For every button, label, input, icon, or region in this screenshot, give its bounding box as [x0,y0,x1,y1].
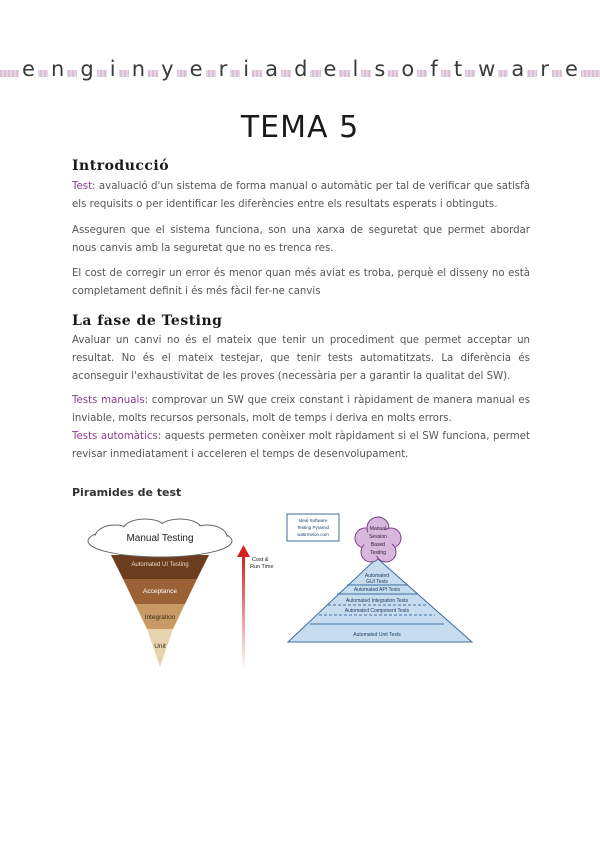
cloud-line-1: Manual [369,526,387,532]
testing-paragraph-2 [72,392,530,464]
cloud-line-3: Based [370,542,386,548]
test-term: Test: [72,181,96,192]
header-letter: r [216,56,231,82]
header-letter: r [537,56,552,82]
intro-p1-text: avaluació d'un sistema de forma manual o automàtic per tal de verificar que satisfà els requisits o per identificar les diferències entre els resultats esperats i obtinguts. [72,181,530,210]
header-letter: a [262,56,281,82]
header-letter: e [187,56,206,82]
header-letter: e [562,56,581,82]
header-letter: i [240,56,252,82]
header-letter: w [475,56,498,82]
cloud-line-2: Session [369,534,387,540]
header-letter: l [350,56,362,82]
layer-label-unit: Unit [154,643,166,650]
layer-label-integration: Integration [144,614,176,621]
auto-tests-term: Tests automàtics [72,431,158,442]
intro-paragraph-3: El cost de corregir un error és menor quan més aviat es troba, perquè el disseny no està completament definit i és més fàcil fer-ne canvis [72,268,530,297]
info-line-3: watirmelon.com [297,532,329,537]
intro-paragraph-2: Asseguren que el sistema funciona, son una xarxa de seguretat que permet abordar nous canvis amb la seguretat que no es trenca res. [72,225,530,254]
layer-label-integration: Automated Integration Tests [345,598,409,604]
layer-label-acceptance: Acceptance [143,588,177,595]
manual-tests-text: comprovar un SW que creix constant i ràpidament de manera manual es inviable, molts recursos personals, molt de temps i deriva en molts errors. [72,395,531,424]
header-letter: e [321,56,340,82]
header-band [0,57,600,84]
auto-tests-text: : aquests permeten conèixer molt ràpidament si el SW funciona, permet revisar inmediatament i acceleren el temps de desenvolupament. [72,431,530,460]
header-letter: g [77,56,96,82]
header-letter: s [371,56,388,82]
arrow-label-runtime: Run Time [250,564,274,570]
layer-label-component: Automated Component Tests [344,608,410,614]
testing-heading: La fase de Testing [72,313,223,329]
header-letter: i [107,56,119,82]
pyramids-heading: Piramides de test [72,486,182,499]
header-letter: y [158,56,176,82]
header-letter: f [427,56,440,82]
testing-paragraph-1: Avaluar un canvi no és el mateix que tenir un procediment que permet acceptar un resultat. No és el mateix testejar, que tenir tests automatitzats. La diferència és aconseguir l'exhaustivitat de les proves (necessària per a garantir la qualitat del SW). [72,335,530,382]
info-line-1: Ideal Software [298,518,328,523]
ideal-test-pyramid [285,512,475,647]
layer-label-gui-1: Automated [364,573,390,579]
header-letter: n [129,56,148,82]
arrow-label-cost: Cost & [252,557,269,563]
header-letter: n [48,56,67,82]
header-letter: o [398,56,417,82]
header-letter: t [451,56,465,82]
layer-label-unit: Automated Unit Tests [353,632,401,638]
pyramid-info-box [287,514,339,541]
cloud-line-4: Testing [370,550,386,556]
manual-tests-term: Tests manuals: [72,395,149,406]
layer-label-gui-2: GUI Tests [366,579,388,585]
layer-label-automated-ui: Automated UI Testing [131,562,189,568]
cost-arrow-head [237,545,250,557]
inverted-test-pyramid [85,515,285,675]
cost-arrow-shaft [242,555,245,670]
page-title: TEMA 5 [240,110,360,145]
header-letter: e [19,56,38,82]
layer-label-api: Automated API Tests [353,587,401,593]
header-letter: a [508,56,527,82]
header-title [0,56,600,82]
header-letter: d [291,56,310,82]
intro-paragraph-1 [72,178,530,214]
info-line-2: Testing Pyramid [296,525,330,530]
cloud-label: Manual Testing [126,533,194,544]
intro-heading: Introducció [72,158,170,174]
